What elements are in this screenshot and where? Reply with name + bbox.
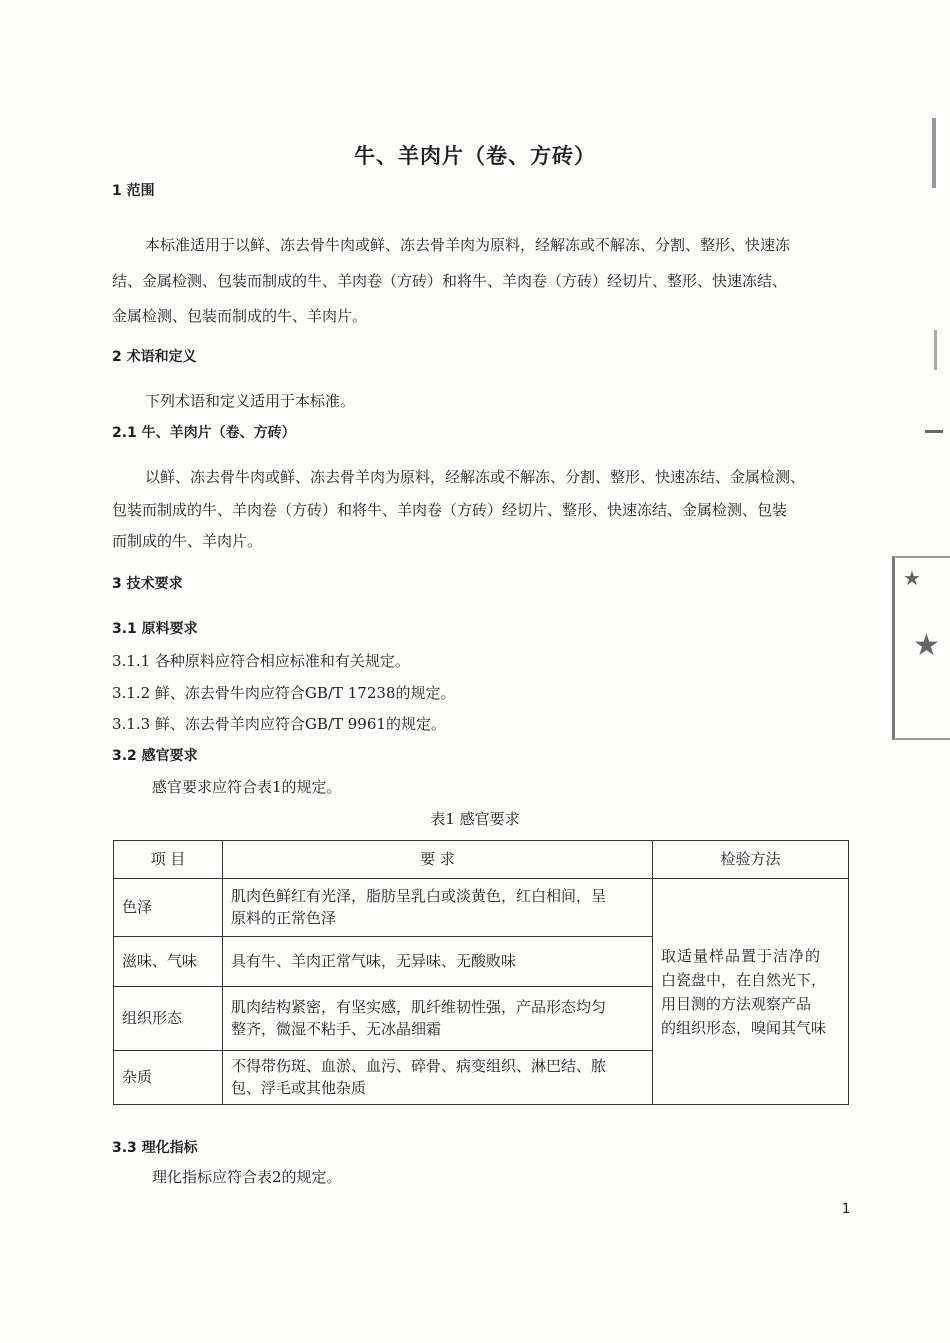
row-item: 色泽 — [114, 879, 223, 937]
requirement-line: 肌肉色鲜红有光泽，脂肪呈乳白或淡黄色，红白相间，呈 — [231, 886, 607, 905]
section-1-line-2: 结、金属检测、包装而制成的牛、羊肉卷（方砖）和将牛、羊肉卷（方砖）经切片、整形、快速冻结、 — [112, 272, 788, 290]
row-item: 杂质 — [114, 1051, 223, 1105]
clause-3-1-2: 3.1.2 鲜、冻去骨牛肉应符合GB/T 17238的规定。 — [112, 684, 456, 702]
method-line: 白瓷盘中，在自然光下， — [661, 970, 827, 989]
row-item: 滋味、气味 — [114, 937, 223, 987]
method-line: 的组织形态，嗅闻其气味 — [661, 1018, 827, 1037]
requirement-line: 具有牛、羊肉正常气味，无异味、无酸败味 — [231, 951, 517, 970]
row-requirement — [223, 937, 653, 987]
row-item: 组织形态 — [114, 987, 223, 1051]
clause-3-1-1: 3.1.1 各种原料应符合相应标准和有关规定。 — [112, 652, 410, 670]
method-cell — [653, 879, 849, 1105]
section-3-heading: 3 技术要求 — [112, 576, 183, 592]
requirement-line: 不得带伤斑、血淤、血污、碎骨、病变组织、淋巴结、脓 — [231, 1056, 607, 1075]
table-header-row — [114, 841, 849, 879]
section-3-2-paragraph: 感官要求应符合表1的规定。 — [152, 778, 342, 796]
section-1-line-3: 金属检测、包装而制成的牛、羊肉片。 — [112, 307, 368, 325]
section-2-heading: 2 术语和定义 — [112, 349, 197, 365]
section-2-1-line-3: 而制成的牛、羊肉片。 — [112, 532, 263, 550]
section-1-heading: 1 范围 — [112, 183, 155, 199]
section-3-2-heading: 3.2 感官要求 — [112, 748, 198, 764]
table-caption: 表1 感官要求 — [430, 810, 520, 828]
page-number: 1 — [842, 1202, 851, 1217]
requirement-line: 肌肉结构紧密，有坚实感，肌纤维韧性强，产品形态均匀 — [231, 997, 607, 1016]
section-2-paragraph: 下列术语和定义适用于本标准。 — [145, 392, 356, 410]
sensory-requirements-table — [113, 840, 849, 1105]
section-2-1-heading: 2.1 牛、羊肉片（卷、方砖） — [112, 425, 296, 441]
stamp-mark: ★ ★ — [892, 556, 950, 740]
section-2-1-line-2: 包装而制成的牛、羊肉卷（方砖）和将牛、羊肉卷（方砖）经切片、整形、快速冻结、金属检测、包装 — [112, 501, 788, 519]
section-3-1-heading: 3.1 原料要求 — [112, 621, 198, 637]
section-1-line-1: 本标准适用于以鲜、冻去骨牛肉或鲜、冻去骨羊肉为原料，经解冻或不解冻、分割、整形、快速冻 — [145, 236, 791, 254]
header-method: 检验方法 — [653, 841, 849, 879]
section-3-3-heading: 3.3 理化指标 — [112, 1140, 198, 1156]
row-requirement — [223, 987, 653, 1051]
header-requirement: 要 求 — [223, 841, 653, 879]
requirement-line: 包、浮毛或其他杂质 — [231, 1078, 367, 1097]
table-row — [114, 879, 849, 937]
section-3-3-paragraph: 理化指标应符合表2的规定。 — [152, 1168, 342, 1186]
method-line: 取适量样品置于洁净的 — [661, 946, 822, 965]
row-requirement — [223, 879, 653, 937]
method-line: 用目测的方法观察产品 — [661, 994, 812, 1013]
requirement-line: 整齐，微湿不粘手、无冰晶细霜 — [231, 1019, 442, 1038]
requirement-line: 原料的正常色泽 — [231, 908, 337, 927]
header-item: 项 目 — [114, 841, 223, 879]
section-2-1-line-1: 以鲜、冻去骨牛肉或鲜、冻去骨羊肉为原料，经解冻或不解冻、分割、整形、快速冻结、金属检测、 — [145, 468, 806, 486]
row-requirement — [223, 1051, 653, 1105]
clause-3-1-3: 3.1.3 鲜、冻去骨羊肉应符合GB/T 9961的规定。 — [112, 715, 446, 733]
page-title: 牛、羊肉片（卷、方砖） — [354, 144, 596, 168]
